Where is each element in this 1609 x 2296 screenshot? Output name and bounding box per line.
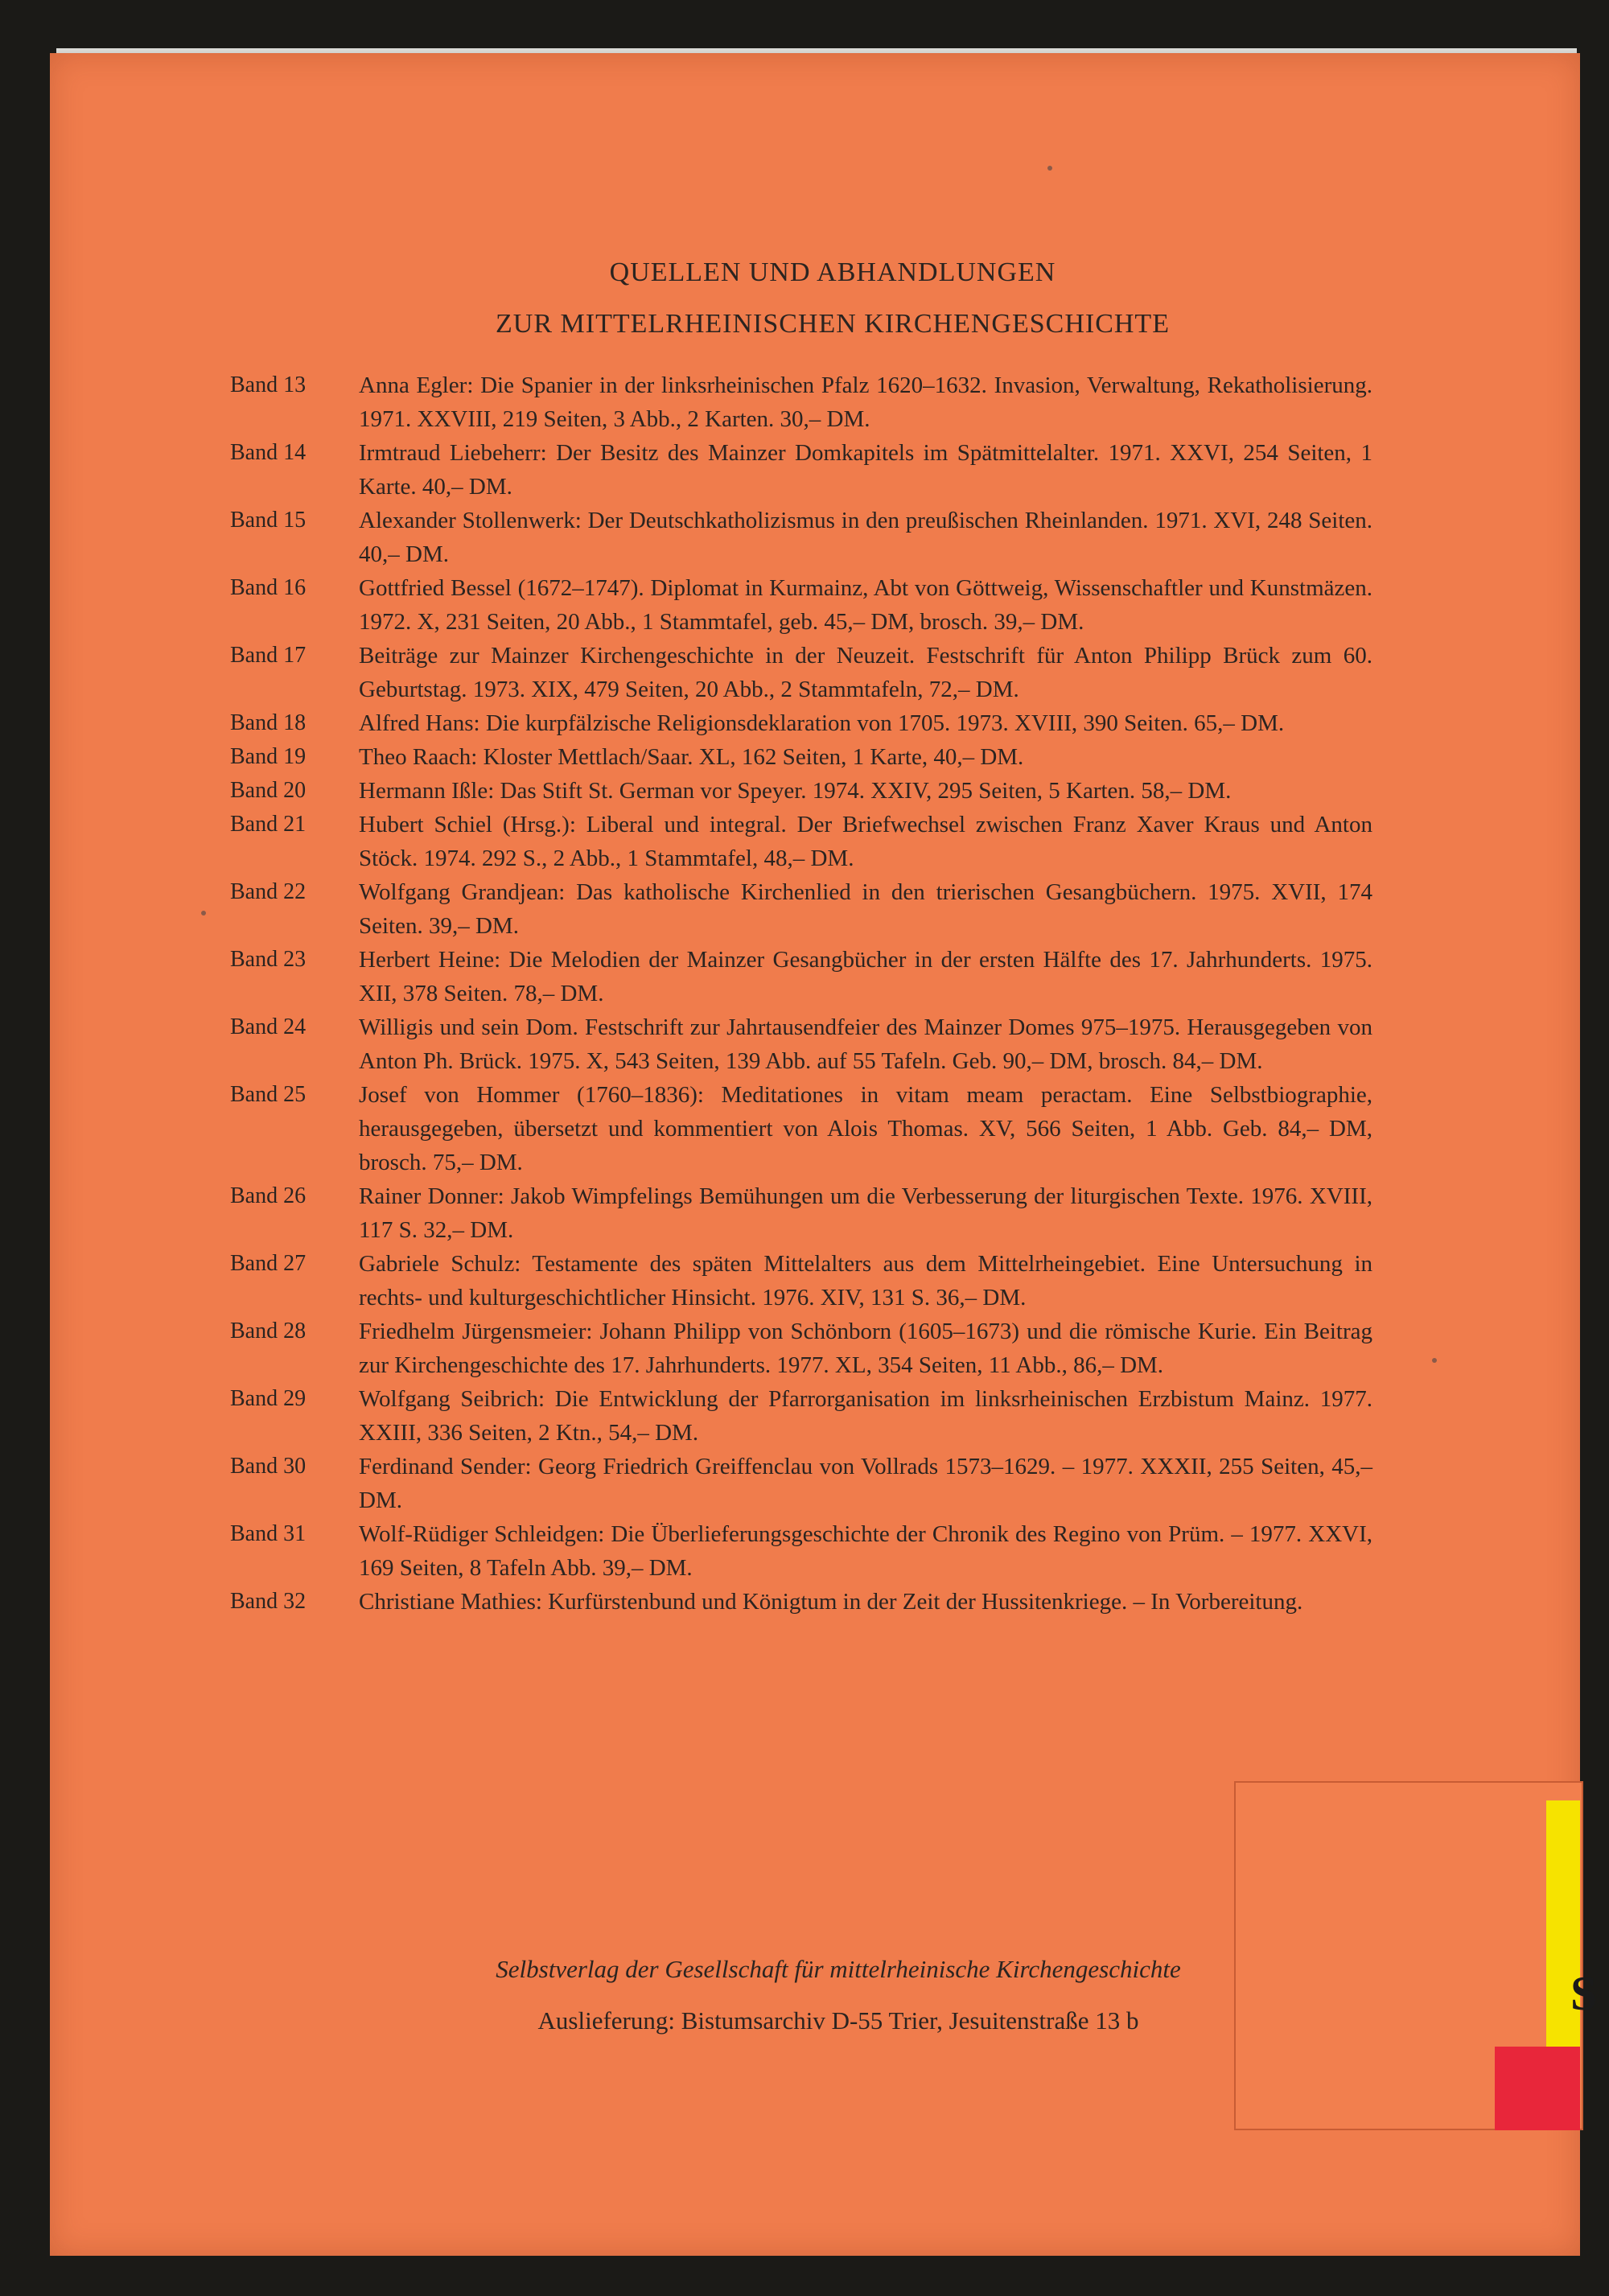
volume-entry (230, 368, 1437, 436)
volume-description: Herbert Heine: Die Melodien der Mainzer Gesangbücher in der ersten Hälfte des 17. Jahrhunderts. 1975. XII, 378 Seiten. 78,– DM. (359, 947, 1372, 1006)
volume-entry (230, 740, 1437, 774)
volume-entry (230, 571, 1437, 639)
book-back-cover (50, 53, 1598, 2256)
volume-description: Gottfried Bessel (1672–1747). Diplomat in Kurmainz, Abt von Göttweig, Wissenschaftler und Kunstmäzen. 1972. X, 231 Seiten, 20 Abb., 1 Stammtafel, geb. 45,– DM, brosch. 39,– DM. (359, 575, 1372, 635)
volume-entry (230, 1517, 1437, 1585)
volume-description: Christiane Mathies: Kurfürstenbund und Königtum in der Zeit der Hussitenkriege. – In Vorbereitung. (359, 1589, 1303, 1615)
volume-number: Band 14 (230, 440, 307, 465)
volume-entry (230, 436, 1437, 504)
volume-number: Band 18 (230, 710, 307, 735)
series-title-line1: QUELLEN UND ABHANDLUNGEN (609, 257, 1056, 287)
volume-number: Band 15 (230, 508, 307, 533)
volume-entry (230, 808, 1437, 875)
volume-entry (230, 504, 1437, 571)
volume-number: Band 21 (230, 812, 307, 837)
volume-description: Wolfgang Seibrich: Die Entwicklung der Pfarrorganisation im linksrheinischen Erzbistum Mainz. 1977. XXIII, 336 Seiten, 2 Ktn., 54,– DM. (359, 1386, 1372, 1446)
volume-description: Wolf-Rüdiger Schleidgen: Die Überlieferungsgeschichte der Chronik des Regino von Prüm. – 1977. XXVI, 169 Seiten, 8 Tafeln Abb. 39,– DM. (359, 1521, 1372, 1581)
volume-description: Friedhelm Jürgensmeier: Johann Philipp von Schönborn (1605–1673) und die römische Kurie. Ein Beitrag zur Kirchengeschichte des 17. Jahrhunderts. 1977. XL, 354 Seiten, 11 Abb., 86,– DM. (359, 1319, 1372, 1378)
volume-number: Band 17 (230, 643, 307, 668)
volume-entry (230, 1247, 1437, 1315)
volume-number: Band 27 (230, 1251, 307, 1276)
volume-list (230, 368, 1437, 1619)
volume-number: Band 28 (230, 1319, 307, 1343)
volume-description: Beiträge zur Mainzer Kirchengeschichte in der Neuzeit. Festschrift für Anton Philipp Brück zum 60. Geburtstag. 1973. XIX, 479 Seiten, 20 Abb., 2 Stammtafeln, 72,– DM. (359, 643, 1372, 702)
volume-entry (230, 1585, 1437, 1619)
volume-entry (230, 639, 1437, 706)
volume-description: Theo Raach: Kloster Mettlach/Saar. XL, 162 Seiten, 1 Karte, 40,– DM. (359, 744, 1024, 770)
volume-entry (230, 1179, 1437, 1247)
distribution-line: Auslieferung: Bistumsarchiv D-55 Trier, Jesuitenstraße 13 b (537, 2006, 1139, 2035)
paper-speck (1047, 166, 1052, 171)
volume-description: Rainer Donner: Jakob Wimpfelings Bemühungen um die Verbesserung der liturgischen Texte. 1976. XVIII, 117 S. 32,– DM. (359, 1183, 1372, 1243)
volume-entry (230, 1315, 1437, 1382)
volume-description: Anna Egler: Die Spanier in der linksrheinischen Pfalz 1620–1632. Invasion, Verwaltung, Rekatholisierung. 1971. XXVIII, 219 Seiten, 3 Abb., 2 Karten. 30,– DM. (359, 372, 1372, 432)
volume-number: Band 25 (230, 1082, 307, 1107)
volume-description: Alexander Stollenwerk: Der Deutschkatholizismus in den preußischen Rheinlanden. 1971. XVI, 248 Seiten. 40,– DM. (359, 508, 1372, 567)
volume-entry (230, 943, 1437, 1010)
volume-description: Irmtraud Liebeherr: Der Besitz des Mainzer Domkapitels im Spätmittelalter. 1971. XXVI, 254 Seiten, 1 Karte. 40,– DM. (359, 440, 1372, 500)
volume-number: Band 30 (230, 1454, 307, 1479)
volume-description: Gabriele Schulz: Testamente des späten Mittelalters aus dem Mittelrheingebiet. Eine Untersuchung in rechts- und kulturgeschichtlicher Hinsicht. 1976. XIV, 131 S. 36,– DM. (359, 1251, 1372, 1311)
volume-description: Ferdinand Sender: Georg Friedrich Greiffenclau von Vollrads 1573–1629. – 1977. XXXII, 255 Seiten, 45,– DM. (359, 1454, 1372, 1513)
paper-speck (1432, 1358, 1437, 1363)
series-title-line2: ZUR MITTELRHEINISCHEN KIRCHENGESCHICHTE (496, 309, 1170, 339)
volume-description: Hermann Ißle: Das Stift St. German vor Speyer. 1974. XXIV, 295 Seiten, 5 Karten. 58,– DM. (359, 778, 1232, 804)
volume-number: Band 29 (230, 1386, 307, 1411)
volume-number: Band 22 (230, 879, 307, 904)
volume-description: Willigis und sein Dom. Festschrift zur Jahrtausendfeier des Mainzer Domes 975–1975. Herausgegeben von Anton Ph. Brück. 1975. X, 543 Seiten, 139 Abb. auf 55 Tafeln. Geb. 90,– DM, brosch. 84,– DM. (359, 1014, 1372, 1074)
volume-number: Band 24 (230, 1014, 307, 1039)
volume-number: Band 23 (230, 947, 307, 972)
volume-description: Alfred Hans: Die kurpfälzische Religionsdeklaration von 1705. 1973. XVIII, 390 Seiten. 65,– DM. (359, 710, 1285, 736)
volume-number: Band 16 (230, 575, 307, 600)
volume-description: Josef von Hommer (1760–1836): Meditationes in vitam meam peractam. Eine Selbstbiographie, herausgegeben, übersetzt und kommentiert von Alois Thomas. XV, 566 Seiten, 1 Abb. Geb. 84,– DM, brosch. 75,– DM. (359, 1082, 1372, 1175)
volume-number: Band 31 (230, 1521, 307, 1546)
library-sticker-red (1495, 2047, 1580, 2130)
volume-entry (230, 1078, 1437, 1179)
volume-number: Band 32 (230, 1589, 307, 1614)
volume-description: Wolfgang Grandjean: Das katholische Kirchenlied in den trierischen Gesangbüchern. 1975. XVII, 174 Seiten. 39,– DM. (359, 879, 1372, 939)
sticker-letters: S (1570, 1967, 1598, 2020)
volume-description: Hubert Schiel (Hrsg.): Liberal und integral. Der Briefwechsel zwischen Franz Xaver Kraus und Anton Stöck. 1974. 292 S., 2 Abb., 1 Stammtafel, 48,– DM. (359, 812, 1372, 871)
volume-entry (230, 1010, 1437, 1078)
paper-speck (201, 911, 206, 916)
volume-entry (230, 1450, 1437, 1517)
volume-number: Band 26 (230, 1183, 307, 1208)
volume-entry (230, 1382, 1437, 1450)
volume-entry (230, 774, 1437, 808)
volume-number: Band 19 (230, 744, 307, 769)
volume-number: Band 13 (230, 372, 307, 397)
volume-number: Band 20 (230, 778, 307, 803)
volume-entry (230, 706, 1437, 740)
volume-entry (230, 875, 1437, 943)
publisher-line: Selbstverlag der Gesellschaft für mittelrheinische Kirchengeschichte (496, 1955, 1181, 1983)
